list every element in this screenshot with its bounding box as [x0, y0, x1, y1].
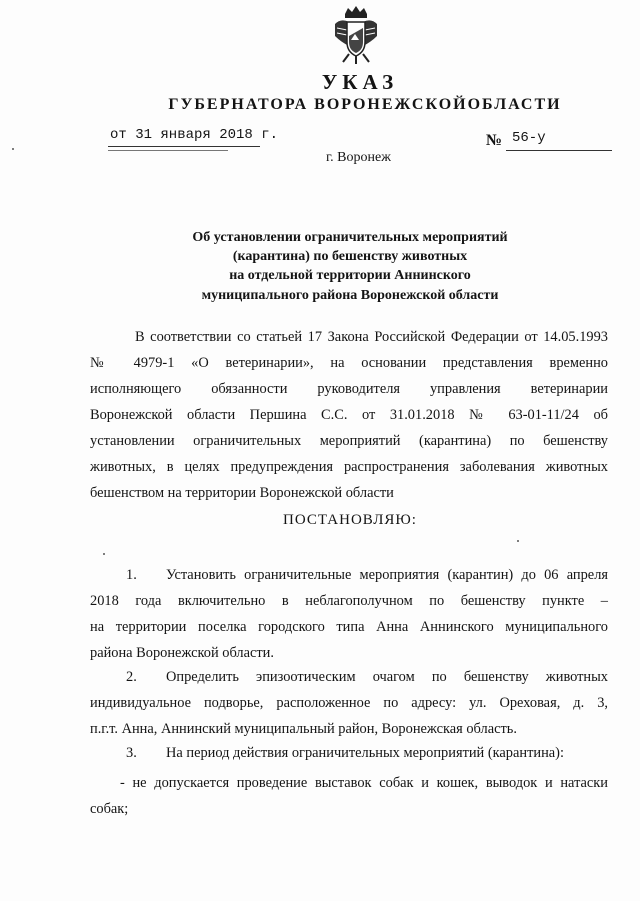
- item-text: Определить эпизоотическим очагом по бешенству животных: [166, 669, 608, 685]
- decree-date: от 31 января 2018 г.: [110, 127, 279, 143]
- item-line: п.г.т. Анна, Аннинский муниципальный район, Воронежская область.: [90, 721, 517, 737]
- scan-speck: [103, 553, 105, 555]
- item-number: 3.: [126, 745, 137, 761]
- decree-resolution-word: ПОСТАНОВЛЯЮ:: [283, 512, 417, 528]
- item-line: индивидуальное подворье, расположенное по адресу: ул. Ореховая, д. 3,: [90, 695, 608, 711]
- item-text: На период действия ограничительных мероприятий (карантина):: [166, 745, 564, 761]
- decree-number: 56-у: [512, 130, 546, 146]
- item-text: Установить ограничительные мероприятия (карантин) до 06 апреля: [166, 567, 608, 583]
- item-line: [90, 562, 608, 588]
- decree-subitem: [90, 770, 608, 822]
- preamble-line: В соответствии со статьей 17 Закона Российской Федерации от 14.05.1993: [135, 329, 608, 345]
- scan-speck: [12, 148, 14, 150]
- subject-line: муниципального района Воронежской области: [201, 287, 499, 303]
- preamble-line: установлении ограничительных мероприятий (карантина) по бешенству: [90, 433, 608, 449]
- date-underline-secondary: [108, 150, 228, 151]
- decree-subject: [150, 228, 550, 305]
- subject-line: (карантина) по бешенству животных: [232, 249, 468, 265]
- item-line: района Воронежской области.: [90, 645, 274, 661]
- preamble-line: № 4979-1 «О ветеринарии», на основании представления временно: [90, 355, 608, 371]
- item-line: [90, 740, 608, 766]
- item-number: 2.: [126, 669, 137, 685]
- item-line: [90, 664, 608, 690]
- preamble-line: животных, в целях предупреждения распространения заболевания животных: [90, 459, 608, 475]
- city: г. Воронеж: [326, 150, 391, 165]
- decree-issuer: ГУБЕРНАТОРА ВОРОНЕЖСКОЙОБЛАСТИ: [168, 96, 562, 113]
- preamble-paragraph: [90, 324, 608, 506]
- subitem-line: - не допускается проведение выставок собак и кошек, выводок и натаски: [120, 775, 608, 791]
- decree-item-2: [90, 664, 608, 742]
- item-line: на территории поселка городского типа Анна Аннинского муниципального: [90, 619, 608, 635]
- subitem-line: собак;: [90, 801, 129, 817]
- decree-item-3: [90, 740, 608, 766]
- subject-line: на отдельной территории Аннинского: [229, 268, 471, 284]
- decree-title: УКАЗ: [321, 70, 399, 94]
- voronezh-coat-of-arms-icon: [333, 6, 379, 66]
- item-number: 1.: [126, 567, 137, 583]
- preamble-line: исполняющего обязанности руководителя управления ветеринарии: [90, 381, 608, 397]
- number-underline: [506, 150, 612, 151]
- preamble-line: Воронежской области Першина С.С. от 31.01.2018 № 63-01-11/24 об: [90, 407, 608, 423]
- date-underline: [108, 146, 260, 147]
- decree-item-1: [90, 562, 608, 666]
- scan-speck: [517, 540, 519, 542]
- subject-line: Об установлении ограничительных мероприятий: [192, 230, 508, 245]
- number-sign: №: [486, 132, 503, 149]
- preamble-line: бешенством на территории Воронежской области: [90, 485, 394, 501]
- item-line: 2018 года включительно в неблагополучном по бешенству пункте –: [90, 593, 608, 609]
